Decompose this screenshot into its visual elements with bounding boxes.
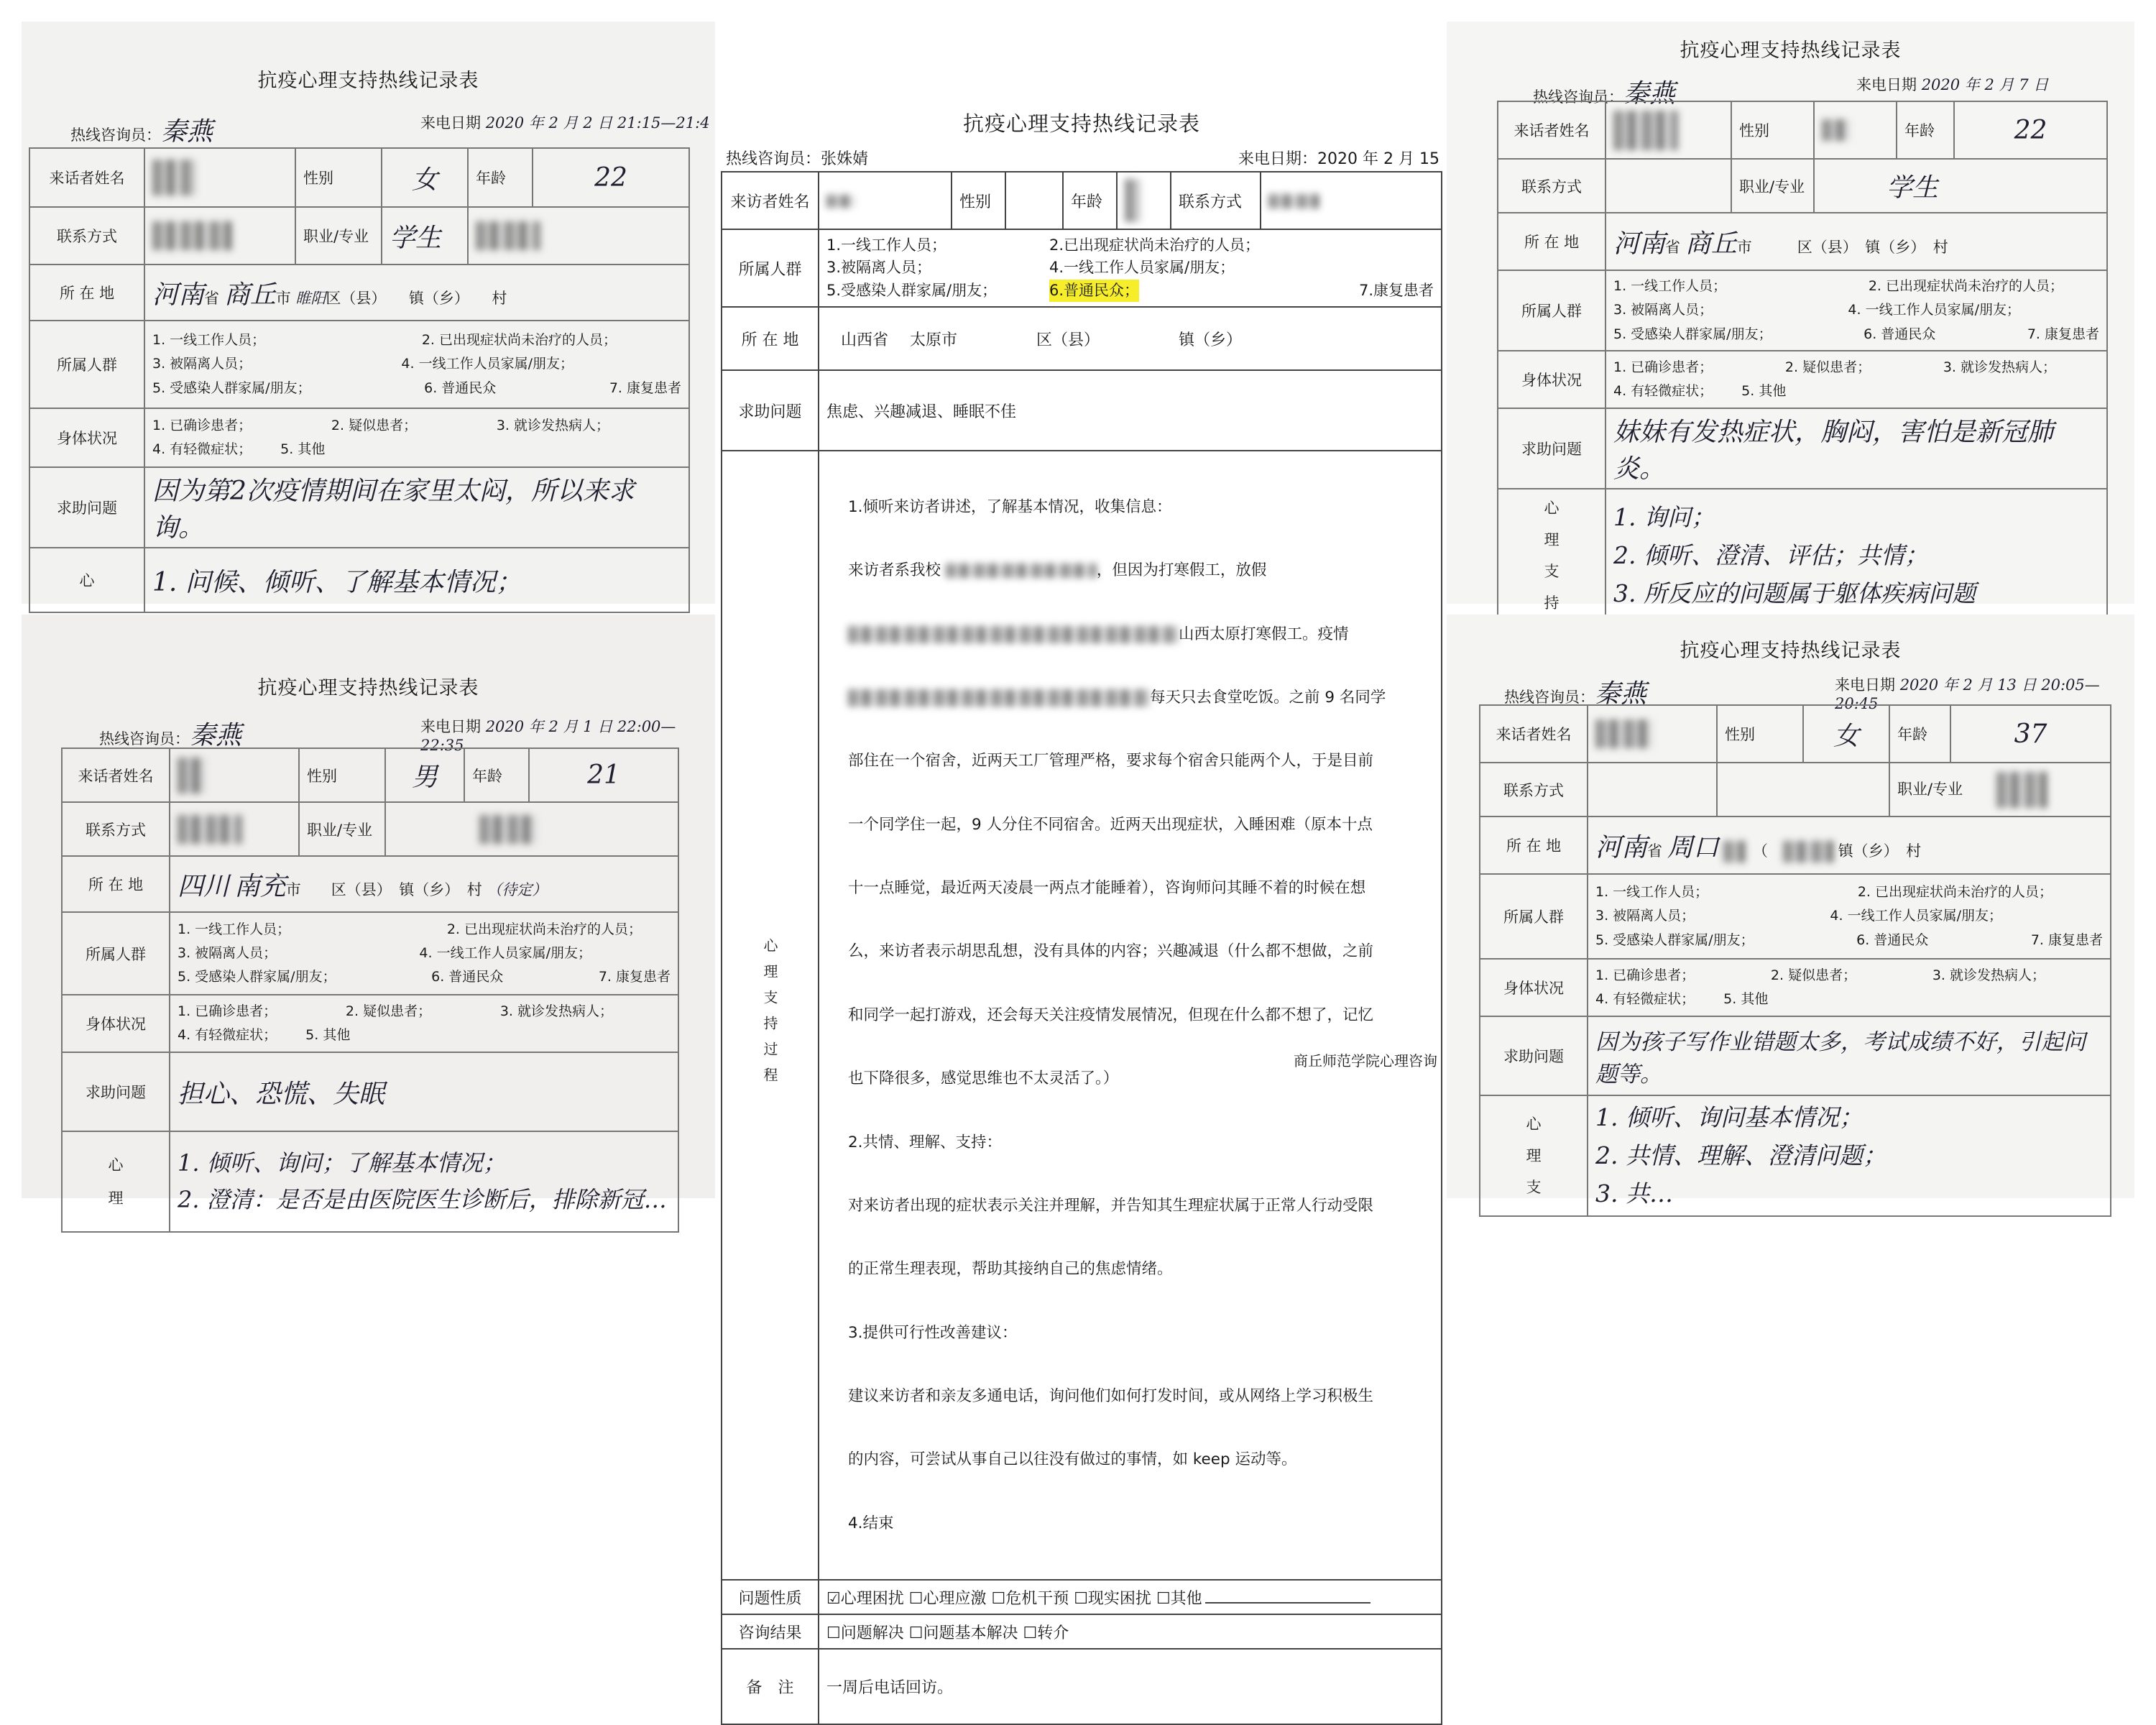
age-value: 22 <box>533 148 689 207</box>
doc-counselor: 热线咨询员：张姝婧 <box>726 150 869 168</box>
nature-label: 问题性质 <box>722 1580 819 1614</box>
support-label: 心 <box>29 548 144 612</box>
support-handwritten: 1. 询问； 2. 倾听、澄清、评估；共情； 3. 所反应的问题属于躯体疾病问题 <box>1606 489 2107 622</box>
remark-label: 备 注 <box>722 1649 819 1724</box>
problem-value: 焦虑、兴趣减退、睡眠不佳 <box>819 370 1442 451</box>
age-value: 22 <box>1954 101 2107 159</box>
redacted-occupation <box>1996 772 2047 808</box>
counselor-signature: 秦燕 <box>190 721 242 750</box>
support-label: 心 理 <box>62 1131 170 1232</box>
location-value: 河南省 周口 （ 镇（乡） 村 <box>1588 816 2111 874</box>
body-label: 身体状况 <box>1498 351 1606 408</box>
doc-title: 抗疫心理支持热线记录表 <box>962 111 1200 136</box>
support-handwritten: 1. 倾听、询问；了解基本情况； 2. 澄清：是否是由医院医生诊断后，排除新冠… <box>170 1131 678 1232</box>
age-value: 37 <box>1950 705 2111 763</box>
group-label: 所属人群 <box>29 321 144 408</box>
redacted-text <box>848 689 1150 707</box>
call-date: 来电日期 2020 年 2 月 13 日 20:05—20:45 <box>1835 676 2100 712</box>
problem-label: 求助问题 <box>722 370 819 451</box>
counselor-signature: 秦燕 <box>1595 679 1647 709</box>
occupation-value: 学生 <box>1814 159 2107 213</box>
visitor-name-label: 来访者姓名 <box>722 172 819 229</box>
process-text: 1.倾听来访者讲述，了解基本情况，收集信息： 来访者系我校 ，但因为打寒假工，放假 山西太原打寒假工。疫情 每天只去食堂吃饭。之前 9 名同学 部住在一个宿舍，近两天工厂管理严格，要求每个宿舍只能两个人，于是目前 一个同学住一起，9 人分住不同宿舍。近两天出现症状，入睡困难（原本十点 十一点睡觉，最近两天凌晨一两点才能睡着），咨询师问其睡不着的时候在想 么，来访者表示胡思乱想，没有具体的内容；兴趣减退（什么都不想做，之前 和同学一起打游戏，还会每天关注疫情发展情况，但现在什么都不想了，记忆 也下降很多，感觉思维也不太灵活了。） 2.共情、理解、支持： 对来访者出现的症状表示关注并理解，并告知其生理症状属于正常人行动受限 的正常生理表现，帮助其接纳自己的焦虑情绪。 3.提供可行性改善建议： 建议来访者和亲友多通电话，询问他们如何打发时间，或从网络上学习积极生 的内容，可尝试从事自己以往没有做过的事情，如 keep 运动等。 4.结束 <box>819 451 1442 1580</box>
record-table <box>61 748 679 1233</box>
redacted-phone <box>152 221 231 250</box>
form-title: 抗疫心理支持热线记录表 <box>1680 40 1902 62</box>
group-options: 1. 一线工作人员； 2. 已出现症状尚未治疗的人员； 3. 被隔离人员； 4. 一线工作人员家属/朋友； 5. 受感染人群家属/朋友； 6. 普通民众 7. 康复患者 <box>1588 874 2111 959</box>
form-photo-bottom-right <box>1447 615 2134 1208</box>
redacted-occupation <box>479 815 537 844</box>
redacted-name <box>1595 719 1653 748</box>
remark-value: 一周后电话回访。 <box>819 1649 1442 1724</box>
selected-option: 6.普通民众； <box>1049 280 1139 303</box>
caller-name-label: 来话者姓名 <box>29 148 144 207</box>
doc-footer: 商丘师范学院心理咨询 <box>1294 1052 1437 1070</box>
occupation-label: 职业/专业 <box>1731 159 1814 213</box>
typed-record-document <box>722 86 1441 1698</box>
gender-label: 性别 <box>1731 101 1814 159</box>
redacted-name <box>152 160 195 196</box>
location-value: 山西省 太原市 区（县） 镇（乡） <box>819 307 1442 370</box>
gender-value: 女 <box>382 148 468 207</box>
group-label: 所属人群 <box>1480 874 1588 959</box>
problem-handwritten: 担心、恐慌、失眠 <box>170 1052 678 1131</box>
age-label: 年龄 <box>464 748 529 802</box>
gender-label: 性别 <box>299 748 385 802</box>
body-label: 身体状况 <box>62 995 170 1052</box>
location-label: 所 在 地 <box>29 264 144 321</box>
redacted-occupation <box>476 221 540 250</box>
form-photo-top-right <box>1447 22 2134 612</box>
form-title: 抗疫心理支持热线记录表 <box>1680 640 1902 662</box>
redacted-name <box>826 195 855 208</box>
caller-name-label: 来话者姓名 <box>62 748 170 802</box>
group-options: 1.一线工作人员； 2.已出现症状尚未治疗的人员； 3.被隔离人员； 4.一线工作人员家属/朋友； 5.受感染人群家属/朋友； 6.普通民众； 7.康复患者 <box>819 229 1442 307</box>
redacted-text <box>946 564 1097 578</box>
call-date: 来电日期 2020 年 2 月 1 日 22:00—22:35 <box>420 718 676 754</box>
record-table <box>1479 704 2111 1217</box>
body-label: 身体状况 <box>29 408 144 467</box>
call-date: 来电日期 2020 年 2 月 7 日 <box>1856 76 2049 93</box>
problem-label: 求助问题 <box>62 1052 170 1131</box>
group-label: 所属人群 <box>62 912 170 995</box>
redacted-phone <box>1268 194 1319 208</box>
gender-label: 性别 <box>952 172 1005 229</box>
doc-date: 来电日期：2020 年 2 月 15 <box>1238 150 1439 168</box>
body-label: 身体状况 <box>1480 959 1588 1016</box>
problem-handwritten: 妹妹有发热症状，胸闷，害怕是新冠肺炎。 <box>1606 408 2107 489</box>
redacted-phone <box>178 815 242 844</box>
redacted-text <box>848 626 1179 643</box>
form-title: 抗疫心理支持热线记录表 <box>257 70 479 92</box>
location-label: 所 在 地 <box>1480 816 1588 874</box>
redacted-name <box>178 758 206 794</box>
gender-label: 性别 <box>295 148 382 207</box>
age-label: 年龄 <box>1063 172 1117 229</box>
record-table <box>1497 101 2108 623</box>
process-label: 心理支持过程 <box>722 451 819 1580</box>
group-label: 所属人群 <box>722 229 819 307</box>
redacted-text <box>1783 841 1833 862</box>
contact-label: 联系方式 <box>1498 159 1606 213</box>
problem-handwritten: 因为第2次疫情期间在家里太闷，所以来求询。 <box>144 467 689 548</box>
support-handwritten: 1. 问候、倾听、了解基本情况； <box>144 548 689 612</box>
problem-label: 求助问题 <box>1498 408 1606 489</box>
group-options: 1. 一线工作人员； 2. 已出现症状尚未治疗的人员； 3. 被隔离人员； 4. 一线工作人员家属/朋友； 5. 受感染人群家属/朋友； 6. 普通民众 7. 康复患者 <box>170 912 678 995</box>
call-date: 来电日期 2020 年 2 月 2 日 21:15—21:4 <box>420 114 710 132</box>
location-label: 所 在 地 <box>722 307 819 370</box>
group-options: 1. 一线工作人员； 2. 已出现症状尚未治疗的人员； 3. 被隔离人员； 4. 一线工作人员家属/朋友； 5. 受感染人群家属/朋友； 6. 普通民众 7. 康复患者 <box>144 321 689 408</box>
problem-label: 求助问题 <box>29 467 144 548</box>
doc-table <box>721 171 1442 1725</box>
location-label: 所 在 地 <box>62 856 170 912</box>
body-options: 1. 已确诊患者； 2. 疑似患者； 3. 就诊发热病人； 4. 有轻微症状； 5. 其他 <box>1606 351 2107 408</box>
form-title: 抗疫心理支持热线记录表 <box>257 677 479 699</box>
problem-handwritten: 因为孩子写作业错题太多，考试成绩不好，引起问题等。 <box>1588 1016 2111 1095</box>
occupation-value: 学生 <box>382 207 468 264</box>
gender-value: 男 <box>385 748 464 802</box>
caller-name-label: 来话者姓名 <box>1480 705 1588 763</box>
redacted-text <box>1723 841 1745 862</box>
counselor-label: 热线咨询员：秦燕 <box>1504 679 1647 709</box>
caller-name-label: 来话者姓名 <box>1498 101 1606 159</box>
counselor-label: 热线咨询员：秦燕 <box>1533 79 1676 109</box>
occupation-label: 职业/专业 <box>299 802 385 856</box>
form-photo-bottom-left <box>22 615 715 1213</box>
occupation-cell: 职业/专业 <box>1889 763 2111 816</box>
location-value: 四川 南充市 区（县） 镇（乡） 村 （待定） <box>170 856 678 912</box>
gender-label: 性别 <box>1717 705 1803 763</box>
counselor-label: 热线咨询员：秦燕 <box>99 721 242 750</box>
support-label: 心 理 支 持 <box>1498 489 1606 622</box>
counselor-label: 热线咨询员：秦燕 <box>70 117 213 147</box>
contact-label: 联系方式 <box>1171 172 1261 229</box>
body-options: 1. 已确诊患者； 2. 疑似患者； 3. 就诊发热病人； 4. 有轻微症状； 5. 其他 <box>170 995 678 1052</box>
contact-label: 联系方式 <box>29 207 144 264</box>
age-label: 年龄 <box>468 148 533 207</box>
body-options: 1. 已确诊患者； 2. 疑似患者； 3. 就诊发热病人； 4. 有轻微症状； 5. 其他 <box>144 408 689 467</box>
location-value: 河南省 商丘市 睢阳区（县） 镇（乡） 村 <box>144 264 689 321</box>
result-label: 咨询结果 <box>722 1614 819 1649</box>
form-photo-top-left <box>22 22 715 604</box>
group-label: 所属人群 <box>1498 270 1606 351</box>
record-table <box>29 147 690 613</box>
problem-label: 求助问题 <box>1480 1016 1588 1095</box>
contact-label: 联系方式 <box>62 802 170 856</box>
age-value: 21 <box>529 748 678 802</box>
support-handwritten: 1. 倾听、询问基本情况； 2. 共情、理解、澄清问题； 3. 共… <box>1588 1095 2111 1216</box>
group-options: 1. 一线工作人员； 2. 已出现症状尚未治疗的人员； 3. 被隔离人员； 4. 一线工作人员家属/朋友； 5. 受感染人群家属/朋友； 6. 普通民众 7. 康复患者 <box>1606 270 2107 351</box>
counselor-signature: 秦燕 <box>1623 79 1676 109</box>
result-options: ☐问题解决 ☐问题基本解决 ☐转介 <box>819 1614 1442 1649</box>
age-label: 年龄 <box>1889 705 1950 763</box>
body-options: 1. 已确诊患者； 2. 疑似患者； 3. 就诊发热病人； 4. 有轻微症状； 5. 其他 <box>1588 959 2111 1016</box>
redacted-gender <box>1822 119 1851 141</box>
occupation-label: 职业/专业 <box>295 207 382 264</box>
redacted-age <box>1125 179 1141 222</box>
counselor-signature: 秦燕 <box>161 117 213 147</box>
redacted-name <box>1613 111 1678 150</box>
gender-value: 女 <box>1803 705 1889 763</box>
nature-options: ☑心理困扰 ☐心理应激 ☐危机干预 ☐现实困扰 ☐其他 <box>819 1580 1442 1614</box>
age-label: 年龄 <box>1897 101 1954 159</box>
contact-label: 联系方式 <box>1480 763 1588 816</box>
location-label: 所 在 地 <box>1498 213 1606 270</box>
support-label: 心 理 支 <box>1480 1095 1588 1216</box>
location-value: 河南省 商丘市 区（县） 镇（乡） 村 <box>1606 213 2107 270</box>
